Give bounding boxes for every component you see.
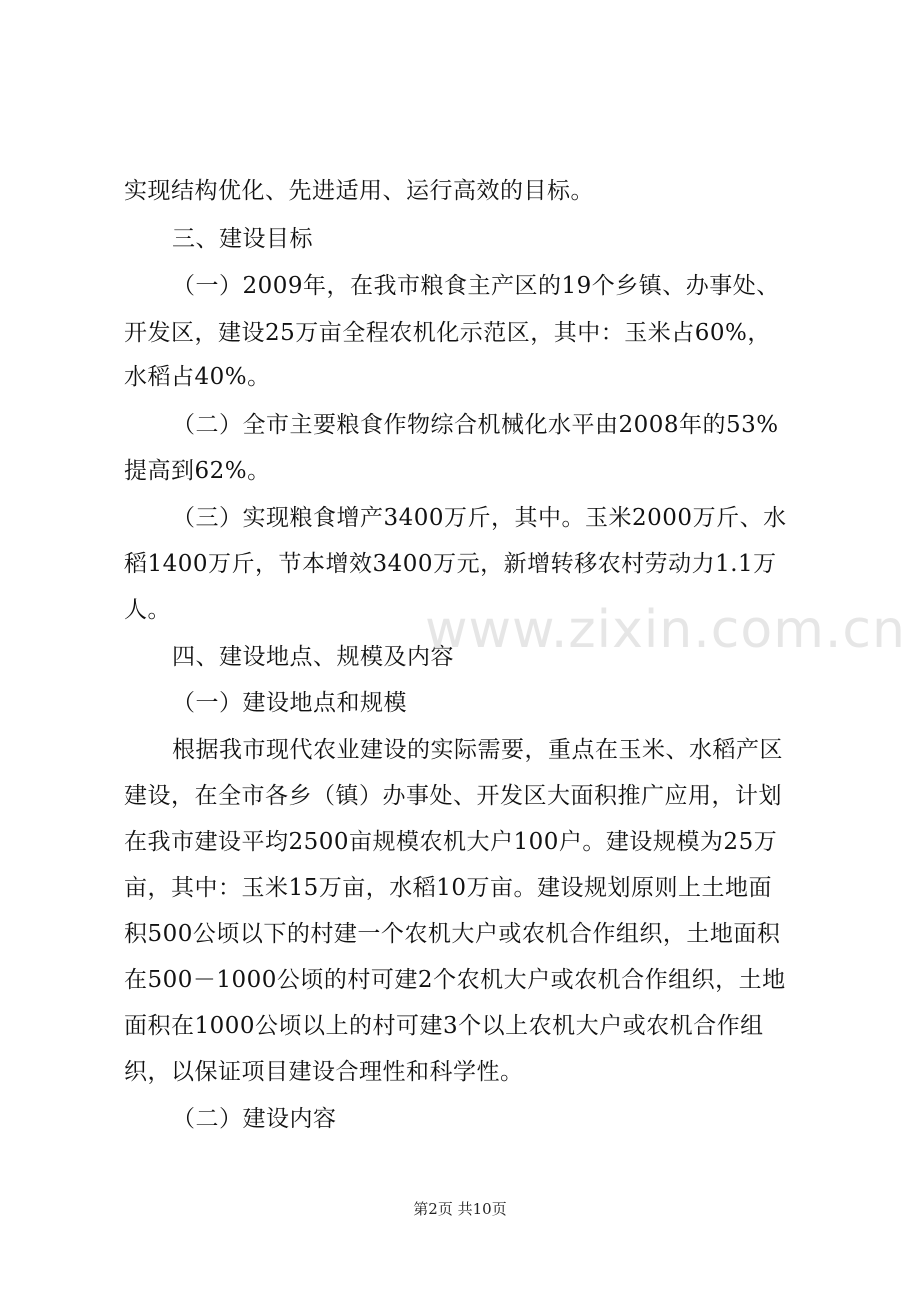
text-line: （二）全市主要粮食作物综合机械化水平由2008年的53%	[172, 412, 779, 438]
text-line: 面积在1000公顷以上的村可建3个以上农机大户或农机合作组	[124, 1013, 764, 1039]
section-heading: 三、建设目标	[172, 226, 313, 252]
text-line: 人。	[124, 597, 171, 623]
text-line: 开发区，建设25万亩全程农机化示范区，其中：玉米占60%，	[124, 320, 771, 346]
text-line: 水稻占40%。	[124, 364, 271, 390]
subsection-heading: （二）建设内容	[172, 1106, 337, 1132]
watermark: www.zixin.com.cn	[425, 600, 906, 660]
text-line: 织，以保证项目建设合理性和科学性。	[124, 1059, 524, 1085]
text-line: （三）实现粮食增产3400万斤，其中。玉米2000万斤、水	[172, 505, 787, 531]
text-line: 建设，在全市各乡（镇）办事处、开发区大面积推广应用，计划	[124, 783, 782, 809]
subsection-heading: （一）建设地点和规模	[172, 690, 407, 716]
text-line: 积500公顷以下的村建一个农机大户或农机合作组织，土地面积	[124, 921, 781, 947]
text-line: （一）2009年，在我市粮食主产区的19个乡镇、办事处、	[172, 273, 780, 299]
text-line: 在500－1000公顷的村可建2个农机大户或农机合作组织，土地	[124, 967, 786, 993]
text-line: 根据我市现代农业建设的实际需要，重点在玉米、水稻产区	[172, 737, 783, 763]
text-line: 实现结构优化、先进适用、运行高效的目标。	[124, 178, 594, 204]
text-line: 在我市建设平均2500亩规模农机大户100户。建设规模为25万	[124, 829, 778, 855]
page-footer: 第2页 共10页	[413, 1200, 507, 1218]
text-line: 亩，其中：玉米15万亩，水稻10万亩。建设规划原则上土地面	[124, 875, 773, 901]
text-line: 稻1400万斤，节本增效3400万元，新增转移农村劳动力1.1万	[124, 551, 777, 577]
text-line: 提高到62%。	[124, 458, 271, 484]
section-heading: 四、建设地点、规模及内容	[172, 644, 454, 670]
